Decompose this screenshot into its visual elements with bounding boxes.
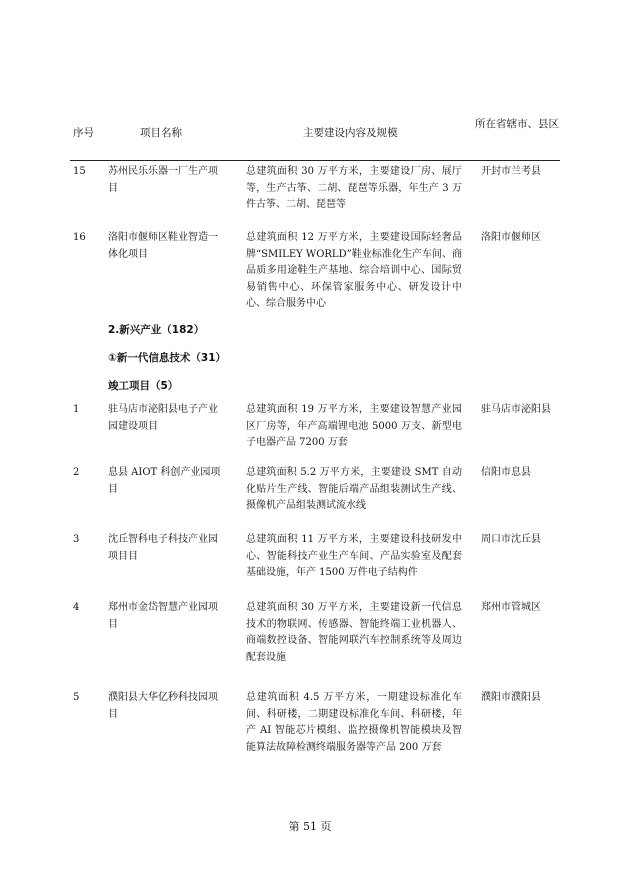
row-main: 总建筑面积 4.5 万平方米，一期建设标准化车间、科研楼，二期建设标准化车间、科研楼，年产 AI 智能芯片模组、监控摄像机智能模块及智能算法故障检测终端服务器等产品 200 万套 [246,692,462,753]
row-no: 1 [73,404,80,415]
row-no: 3 [73,534,80,545]
row-name: 洛阳市偃师区鞋业智造一体化项目 [108,232,218,260]
section-industry: 2.新兴产业（182） [108,324,205,336]
row-main: 总建筑面积 30 万平方米，主要建设新一代信息技术的物联网、传感器、智能终端工业机器人、商端数控设备、智能网联汽车控制系统等及周边配套设施 [246,602,462,663]
row-name: 苏州民乐乐器一厂生产项目 [108,166,218,194]
header-no: 序号 [73,127,94,139]
row-location: 周口市沈丘县 [481,534,541,545]
header-name: 项目名称 [140,127,182,139]
header-main: 主要建设内容及规模 [303,127,398,139]
row-main: 总建筑面积 5.2 万平方米，主要建设 SMT 自动化贴片生产线、智能后端产品组装测试生产线、摄像机产品组装测试流水线 [246,467,462,512]
row-location: 驻马店市泌阳县 [481,404,551,415]
row-main: 总建筑面积 11 万平方米，主要建设科技研发中心、智能科技产业生产车间、产品实验室及配套基础设施，年产 1500 万件电子结构件 [246,534,462,579]
row-no: 15 [73,166,86,177]
row-name: 息县 AIOT 科创产业园项目 [108,467,221,495]
row-name: 沈丘智科电子科技产业园项目目 [108,534,218,562]
row-main: 总建筑面积 12 万平方米，主要建设国际轻奢品牌“SMILEY WORLD”鞋业标准化生产车间、商品质多用途鞋生产基地、综合培训中心、国际贸易销售中心、环保管家服务中心、研发设计中心、综合服务中心 [246,232,462,310]
row-name: 驻马店市泌阳县电子产业园建设项目 [108,404,218,432]
row-location: 信阳市息县 [481,467,531,478]
row-main: 总建筑面积 19 万平方米，主要建设智慧产业园区厂房等，年产高端锂电池 5000 万支、新型电子电器产品 7200 万套 [246,404,462,449]
row-no: 2 [73,467,80,478]
page-number: 第 51 页 [288,820,332,833]
section-completed: 竣工项目（5） [108,380,179,392]
row-location: 洛阳市偃师区 [481,232,541,243]
header-divider [70,160,560,161]
row-location: 郑州市管城区 [481,602,541,613]
header-location: 所在省辖市、县区 [475,118,559,130]
section-it: ①新一代信息技术（31） [108,352,227,364]
row-name: 濮阳县大华亿秒科技园项目 [108,692,218,720]
row-no: 4 [73,602,80,613]
row-location: 濮阳市濮阳县 [481,692,541,703]
row-no: 16 [73,232,86,243]
row-location: 开封市兰考县 [481,166,541,177]
row-name: 郑州市金岱智慧产业园项目 [108,602,218,630]
row-main: 总建筑面积 30 万平方米，主要建设厂房、展厅等，生产古筝、二胡、琵琶等乐器，年生产 3 万件古筝、二胡、琵琶等 [246,166,462,211]
row-no: 5 [73,692,80,703]
